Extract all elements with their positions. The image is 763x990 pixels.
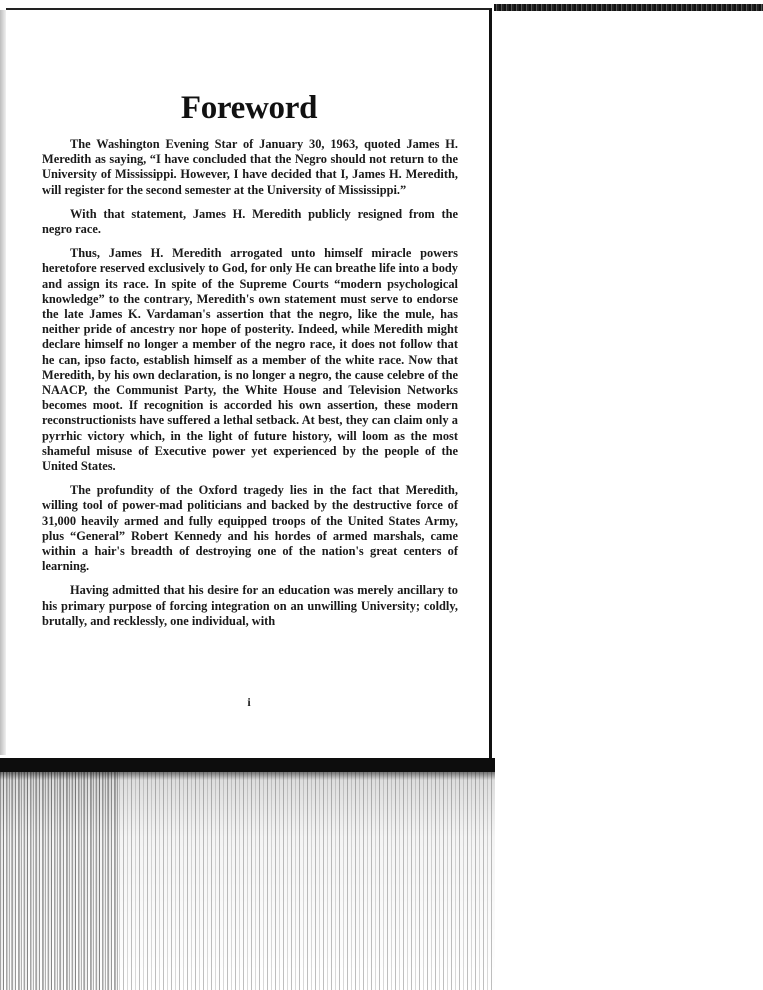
page-number: i [247,695,251,709]
body-text [42,137,458,638]
scan-top-rule [494,4,763,11]
document-page [6,8,492,760]
paragraph-1: The Washington Evening Star of January 30, 1963, quoted James H. Meredith as saying, “I have concluded that the Negro should not return to the University of Mississippi. However, I have decided that I, James H. Meredith, will register for the second semester at the University of Mississippi.” [42,137,458,197]
paragraph-4: The profundity of the Oxford tragedy lies in the fact that Meredith, willing tool of power-mad politicians and backed by the destructive force of 31,000 heavily armed and fully equipped troops of the United States Army, plus “General” Robert Kennedy and his hordes of armed marshals, came within a hair's breadth of destroying one of the nation's great centers of learning. [42,483,458,574]
page-title: Foreword [180,90,318,126]
paragraph-5: Having admitted that his desire for an education was merely ancillary to his primary purpose of forcing integration on an unwilling University; coldly, brutally, and recklessly, one individual, with [42,583,458,628]
paragraph-2: With that statement, James H. Meredith publicly resigned from the negro race. [42,206,458,237]
scan-shadow [0,758,495,990]
paragraph-3: Thus, James H. Meredith arrogated unto himself miracle powers heretofore reserved exclusively to God, for only He can breathe life into a body and assign its race. In spite of the Supreme Courts “modern psychological knowledge” to the contrary, Meredith's own statement must serve to endorse the late James K. Vardaman's assertion that the negro, like the mule, has neither pride of ancestry nor hope of posterity. Indeed, while Meredith might declare himself no longer a member of the negro race, it does not follow that he can, ipso facto, establish himself as a member of the white race. Now that Meredith, by his own declaration, is no longer a negro, the cause celebre of the NAACP, the Communist Party, the White House and Television Networks becomes moot. If recognition is accorded his own assertion, these modern reconstructionists have suffered a lethal setback. At best, they can claim only a pyrrhic victory which, in the light of future history, will loom as the most shameful misuse of Executive power yet experienced by the people of the United States. [42,246,458,474]
